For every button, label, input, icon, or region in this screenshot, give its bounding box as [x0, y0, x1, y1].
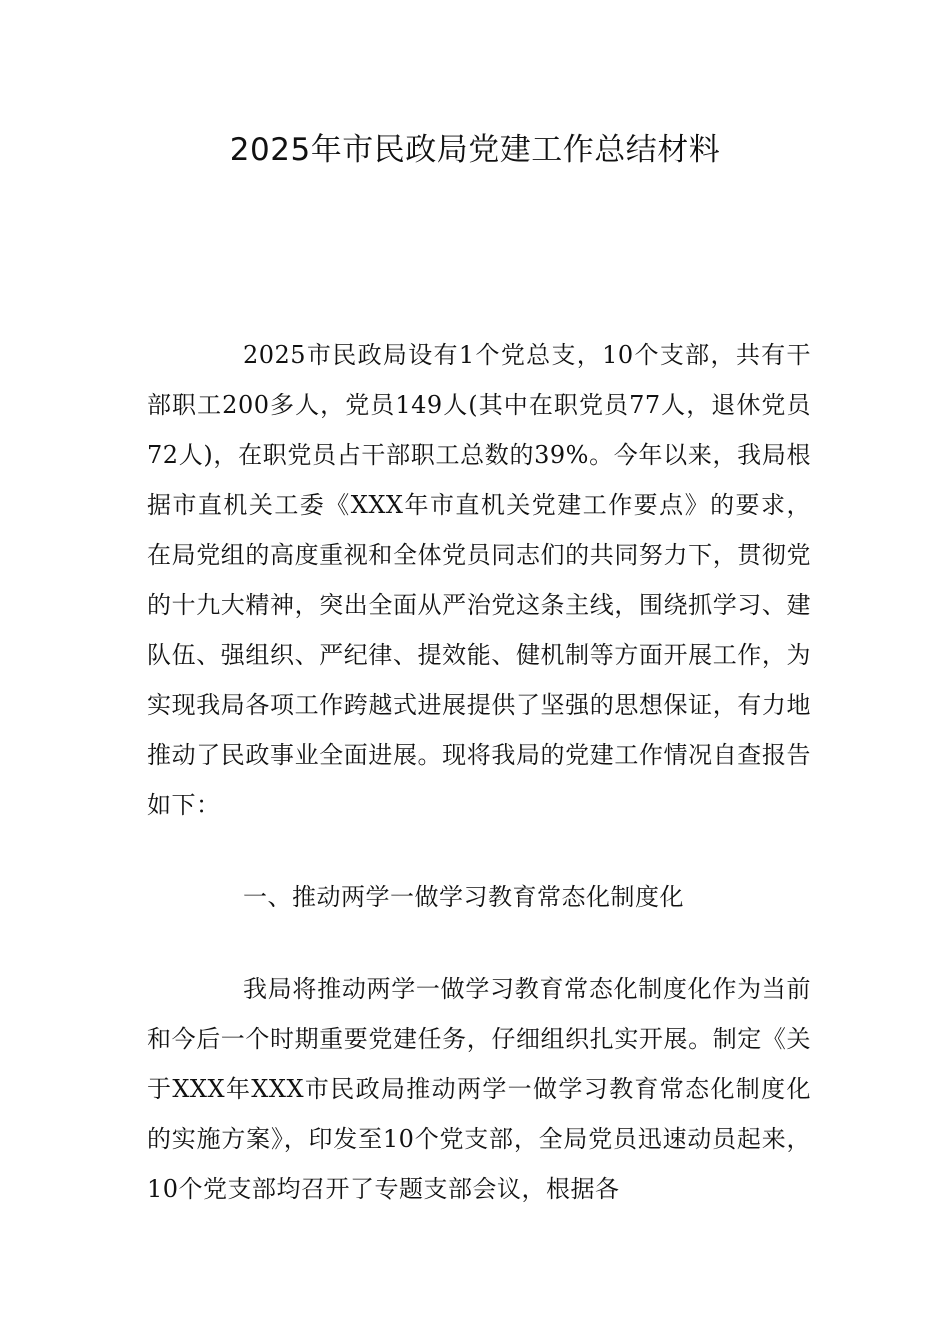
- document-body: [147, 330, 811, 1214]
- section-heading-1: 一、推动两学一做学习教育常态化制度化: [243, 883, 684, 911]
- document-title: 2025年市民政局党建工作总结材料: [229, 132, 721, 168]
- intro-paragraph: 2025市民政局设有1个党总支，10个支部，共有干部职工200多人，党员149人(其中在职党员77人，退休党员72人)，在职党员占干部职工总数的39%。今年以来，我局根据市直机关工委《XXX年市直机关党建工作要点》的要求，在局党组的高度重视和全体党员同志们的共同努力下，贯彻党的十九大精神，突出全面从严治党这条主线，围绕抓学习、建队伍、强组织、严纪律、提效能、健机制等方面开展工作，为实现我局各项工作跨越式进展提供了坚强的思想保证，有力地推动了民政事业全面进展。现将我局的党建工作情况自查报告如下：: [147, 341, 811, 819]
- section-1-paragraph: 我局将推动两学一做学习教育常态化制度化作为当前和今后一个时期重要党建任务，仔细组织扎实开展。制定《关于XXX年XXX市民政局推动两学一做学习教育常态化制度化的实施方案》，印发至10个党支部，全局党员迅速动员起来，10个党支部均召开了专题支部会议，根据各: [147, 975, 811, 1203]
